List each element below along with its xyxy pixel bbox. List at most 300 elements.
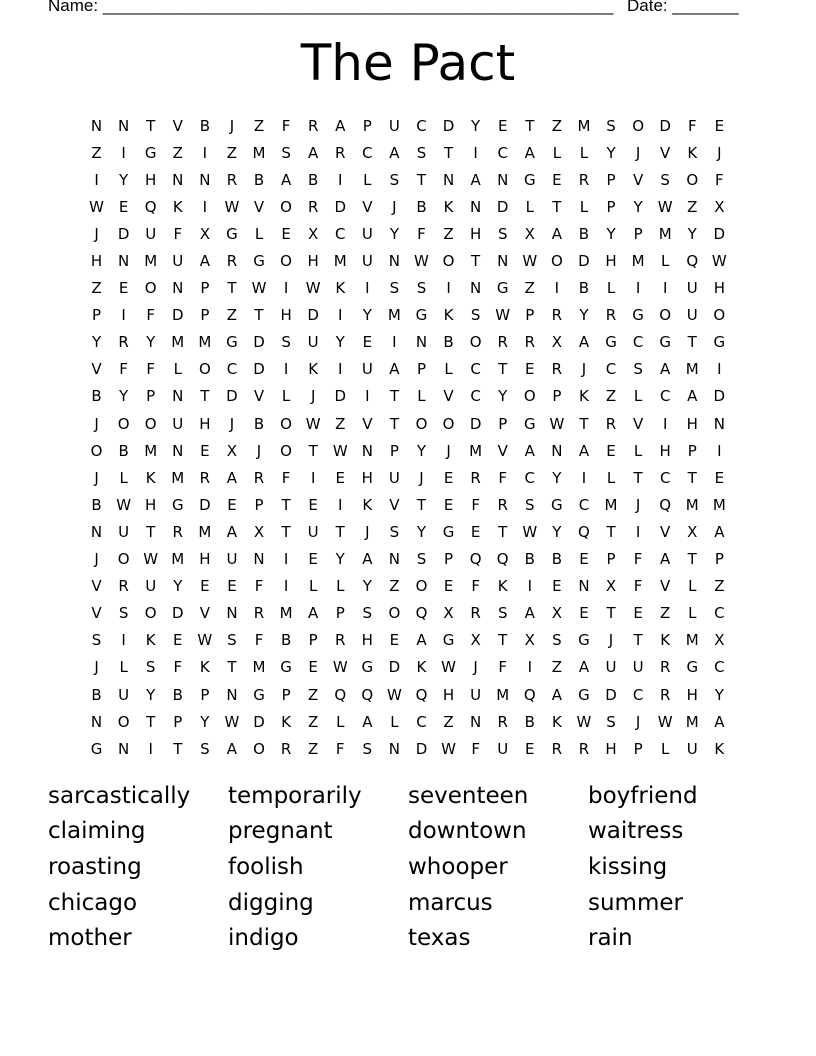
grid-letter: S	[660, 170, 670, 189]
grid-letter: T	[606, 604, 616, 623]
grid-letter: R	[578, 739, 590, 758]
search-word: temporarily	[228, 782, 362, 809]
grid-letter: W	[251, 279, 267, 298]
grid-letter: M	[658, 224, 672, 243]
grid-row	[83, 193, 733, 220]
grid-letter: I	[121, 631, 126, 650]
grid-letter: O	[523, 387, 536, 406]
grid-letter: D	[307, 306, 319, 325]
grid-letter: Z	[253, 116, 265, 135]
grid-letter: P	[552, 387, 562, 406]
grid-letter: R	[470, 468, 481, 487]
grid-letter: T	[146, 522, 156, 541]
grid-letter: O	[253, 739, 265, 758]
grid-letter: D	[578, 252, 590, 271]
grid-letter: U	[388, 468, 400, 487]
grid-letter: H	[280, 306, 292, 325]
grid-letter: O	[686, 170, 699, 189]
grid-letter: V	[91, 360, 102, 379]
search-word: texas	[408, 925, 471, 952]
grid-letter: G	[442, 631, 455, 650]
grid-letter: H	[199, 414, 211, 433]
grid-letter: W	[224, 197, 240, 216]
grid-letter: H	[713, 279, 725, 298]
grid-letter: V	[362, 197, 373, 216]
grid-letter: N	[90, 522, 103, 541]
grid-letter: I	[202, 197, 208, 216]
grid-letter: Y	[362, 306, 372, 325]
grid-letter: Y	[146, 685, 156, 704]
grid-letter: S	[470, 306, 481, 325]
grid-letter: V	[497, 441, 508, 460]
grid-letter: A	[389, 143, 400, 162]
grid-row	[83, 654, 733, 681]
grid-letter: B	[118, 441, 129, 460]
grid-letter: P	[200, 306, 210, 325]
grid-letter: J	[229, 414, 235, 433]
letter-grid	[83, 112, 733, 762]
grid-letter: R	[253, 468, 265, 487]
grid-letter: W	[386, 685, 402, 704]
grid-letter: A	[226, 522, 238, 541]
grid-letter: T	[389, 387, 399, 406]
grid-letter: N	[172, 170, 184, 189]
search-word: waitress	[588, 818, 684, 845]
grid-letter: D	[713, 387, 726, 406]
grid-letter: G	[253, 685, 265, 704]
grid-letter: R	[226, 252, 238, 271]
grid-letter: C	[416, 116, 427, 135]
grid-letter: I	[392, 333, 397, 352]
grid-letter: P	[254, 495, 264, 514]
grid-letter: B	[280, 631, 292, 650]
grid-letter: T	[687, 550, 697, 569]
grid-letter: S	[606, 712, 616, 731]
grid-letter: C	[497, 143, 508, 162]
grid-letter: E	[308, 495, 318, 514]
grid-letter: T	[227, 279, 237, 298]
grid-letter: O	[280, 197, 292, 216]
grid-letter: S	[633, 360, 643, 379]
grid-letter: K	[145, 631, 156, 650]
grid-letter: B	[308, 170, 319, 189]
grid-letter: S	[91, 631, 102, 650]
grid-letter: V	[172, 116, 183, 135]
grid-letter: I	[121, 143, 126, 162]
grid-letter: E	[281, 224, 291, 243]
grid-letter: R	[524, 333, 535, 352]
grid-letter: F	[633, 550, 643, 569]
grid-letter: Y	[416, 522, 427, 541]
grid-letter: D	[199, 495, 211, 514]
grid-letter: D	[442, 116, 455, 135]
grid-letter: L	[119, 658, 128, 677]
grid-letter: E	[389, 631, 400, 650]
grid-letter: T	[200, 387, 210, 406]
grid-letter: R	[605, 414, 617, 433]
grid-letter: V	[660, 143, 671, 162]
grid-letter: J	[635, 712, 641, 731]
grid-letter: O	[117, 414, 130, 433]
grid-letter: H	[145, 495, 157, 514]
grid-letter: L	[661, 739, 670, 758]
grid-letter: L	[254, 224, 264, 243]
grid-letter: I	[446, 279, 451, 298]
grid-letter: F	[119, 360, 128, 379]
grid-letter: O	[388, 604, 401, 623]
grid-letter: Y	[579, 306, 589, 325]
grid-letter: F	[498, 658, 508, 677]
grid-letter: X	[524, 631, 535, 650]
grid-letter: U	[226, 550, 238, 569]
grid-letter: N	[470, 712, 482, 731]
grid-letter: Z	[91, 279, 102, 298]
grid-letter: A	[199, 252, 210, 271]
grid-letter: P	[606, 170, 616, 189]
grid-letter: V	[443, 387, 454, 406]
grid-letter: E	[308, 658, 318, 677]
grid-letter: N	[226, 685, 238, 704]
grid-letter: F	[173, 224, 183, 243]
grid-letter: H	[145, 170, 157, 189]
grid-letter: H	[469, 224, 482, 243]
grid-letter: L	[308, 577, 318, 596]
grid-letter: G	[659, 333, 671, 352]
grid-letter: G	[686, 658, 699, 677]
grid-letter: D	[226, 387, 238, 406]
grid-letter: K	[443, 197, 454, 216]
grid-letter: D	[713, 224, 726, 243]
grid-letter: O	[632, 116, 644, 135]
grid-letter: P	[335, 604, 345, 623]
puzzle-title: The Pact	[300, 34, 516, 92]
grid-letter: J	[635, 495, 641, 514]
grid-letter: N	[415, 333, 428, 352]
grid-letter: D	[659, 116, 671, 135]
grid-letter: I	[581, 468, 587, 487]
grid-letter: I	[717, 441, 722, 460]
grid-letter: C	[605, 360, 617, 379]
grid-letter: I	[338, 360, 343, 379]
grid-letter: I	[283, 577, 289, 596]
grid-letter: M	[604, 495, 618, 514]
grid-letter: F	[335, 739, 345, 758]
grid-letter: J	[94, 550, 99, 569]
grid-letter: P	[362, 116, 372, 135]
grid-letter: I	[283, 550, 289, 569]
grid-letter: G	[144, 143, 157, 162]
grid-letter: C	[524, 468, 536, 487]
grid-letter: Y	[146, 333, 156, 352]
grid-letter: W	[657, 712, 673, 731]
search-word: roasting	[48, 853, 142, 880]
grid-letter: Y	[606, 224, 616, 243]
grid-letter: C	[470, 360, 481, 379]
grid-letter: A	[578, 333, 590, 352]
grid-letter: W	[576, 712, 592, 731]
grid-letter: U	[145, 224, 157, 243]
grid-letter: O	[659, 306, 672, 325]
grid-letter: T	[498, 522, 508, 541]
grid-letter: B	[416, 197, 427, 216]
grid-letter: O	[198, 360, 211, 379]
grid-letter: I	[365, 387, 370, 406]
grid-letter: I	[717, 360, 722, 379]
grid-letter: G	[415, 306, 428, 325]
grid-letter: M	[144, 441, 158, 460]
grid-letter: S	[281, 333, 291, 352]
grid-letter: W	[197, 631, 213, 650]
grid-letter: J	[310, 387, 316, 406]
grid-letter: E	[497, 116, 508, 135]
grid-letter: H	[361, 631, 373, 650]
grid-letter: O	[280, 252, 292, 271]
grid-letter: O	[90, 441, 103, 460]
grid-letter: T	[416, 170, 427, 189]
grid-letter: U	[388, 116, 400, 135]
grid-letter: L	[444, 360, 453, 379]
search-word: foolish	[228, 853, 304, 880]
grid-row	[83, 247, 733, 274]
grid-letter: I	[662, 414, 668, 433]
grid-letter: O	[442, 414, 455, 433]
grid-letter: L	[579, 197, 589, 216]
grid-letter: N	[226, 604, 238, 623]
grid-letter: G	[523, 414, 536, 433]
grid-letter: D	[253, 712, 265, 731]
grid-letter: Y	[200, 712, 210, 731]
grid-letter: E	[173, 631, 183, 650]
grid-letter: N	[551, 441, 563, 460]
grid-row	[83, 518, 733, 545]
grid-letter: Q	[361, 685, 374, 704]
grid-letter: N	[497, 252, 509, 271]
grid-letter: R	[307, 116, 319, 135]
grid-letter: U	[118, 522, 130, 541]
grid-letter: I	[338, 306, 343, 325]
grid-letter: F	[417, 224, 426, 243]
grid-letter: E	[227, 577, 237, 596]
grid-letter: T	[633, 468, 643, 487]
grid-letter: E	[118, 279, 129, 298]
grid-letter: G	[496, 279, 509, 298]
grid-letter: X	[714, 197, 725, 216]
grid-letter: D	[388, 658, 401, 677]
grid-letter: N	[388, 252, 401, 271]
grid-row	[83, 491, 733, 518]
grid-letter: V	[389, 495, 400, 514]
word-list-row	[48, 920, 768, 956]
grid-letter: U	[497, 739, 509, 758]
word-list-row	[48, 849, 768, 885]
grid-letter: W	[522, 522, 538, 541]
grid-letter: I	[635, 279, 641, 298]
grid-letter: E	[443, 495, 454, 514]
grid-letter: B	[253, 170, 265, 189]
grid-letter: Z	[714, 577, 725, 596]
grid-row	[83, 139, 733, 166]
grid-letter: R	[551, 360, 563, 379]
grid-letter: W	[441, 739, 456, 758]
grid-row	[83, 166, 733, 193]
grid-letter: U	[361, 252, 373, 271]
grid-row	[83, 112, 733, 139]
grid-letter: K	[714, 739, 725, 758]
grid-letter: H	[199, 550, 211, 569]
grid-letter: R	[470, 604, 481, 623]
grid-row	[83, 275, 733, 302]
grid-row	[83, 356, 733, 383]
grid-letter: P	[389, 441, 399, 460]
grid-letter: R	[307, 197, 319, 216]
grid-letter: L	[606, 279, 616, 298]
grid-letter: M	[631, 252, 645, 271]
grid-letter: U	[118, 685, 130, 704]
grid-letter: A	[362, 550, 373, 569]
grid-letter: K	[172, 197, 183, 216]
grid-letter: M	[171, 468, 185, 487]
grid-letter: K	[199, 658, 210, 677]
grid-letter: G	[226, 333, 238, 352]
grid-letter: J	[94, 414, 99, 433]
grid-letter: A	[416, 631, 427, 650]
search-word: indigo	[228, 925, 299, 952]
grid-letter: B	[199, 116, 210, 135]
search-word: claiming	[48, 818, 146, 845]
grid-row	[83, 464, 733, 491]
grid-letter: A	[524, 441, 535, 460]
grid-letter: W	[89, 197, 104, 216]
grid-letter: S	[389, 279, 400, 298]
grid-letter: Y	[552, 522, 562, 541]
grid-letter: E	[714, 468, 725, 487]
grid-letter: W	[441, 658, 456, 677]
grid-letter: L	[552, 143, 562, 162]
grid-letter: V	[632, 414, 644, 433]
grid-letter: F	[173, 658, 183, 677]
grid-letter: P	[173, 712, 183, 731]
grid-letter: C	[362, 143, 373, 162]
grid-letter: N	[199, 170, 211, 189]
grid-letter: R	[118, 577, 129, 596]
grid-letter: L	[336, 712, 345, 731]
grid-letter: R	[578, 170, 590, 189]
grid-letter: M	[252, 143, 266, 162]
grid-letter: W	[332, 441, 348, 460]
grid-letter: M	[144, 252, 158, 271]
grid-letter: C	[714, 604, 725, 623]
grid-letter: D	[117, 224, 130, 243]
grid-letter: Z	[551, 116, 562, 135]
grid-letter: E	[633, 604, 643, 623]
grid-letter: T	[146, 712, 156, 731]
grid-letter: B	[91, 495, 102, 514]
grid-letter: E	[552, 170, 562, 189]
grid-letter: G	[523, 170, 536, 189]
grid-letter: I	[310, 468, 316, 487]
grid-letter: Z	[443, 224, 454, 243]
grid-letter: A	[660, 360, 671, 379]
grid-letter: E	[714, 116, 725, 135]
grid-letter: H	[659, 441, 671, 460]
grid-letter: U	[172, 252, 184, 271]
grid-row	[83, 546, 733, 573]
grid-letter: S	[416, 550, 427, 569]
grid-letter: P	[200, 279, 210, 298]
grid-letter: C	[470, 387, 481, 406]
search-word: rain	[588, 925, 633, 952]
grid-letter: M	[496, 685, 510, 704]
grid-letter: X	[470, 631, 481, 650]
grid-letter: R	[335, 143, 346, 162]
grid-letter: S	[389, 522, 400, 541]
grid-letter: S	[606, 116, 616, 135]
grid-letter: W	[414, 252, 429, 271]
grid-letter: P	[92, 306, 102, 325]
grid-letter: I	[283, 360, 289, 379]
grid-letter: L	[633, 387, 643, 406]
grid-letter: E	[227, 495, 237, 514]
grid-letter: L	[606, 468, 616, 487]
grid-letter: K	[687, 143, 698, 162]
grid-letter: C	[632, 333, 644, 352]
grid-letter: P	[498, 414, 508, 433]
grid-letter: Q	[578, 522, 590, 541]
grid-letter: M	[171, 333, 185, 352]
grid-letter: Z	[524, 279, 535, 298]
grid-letter: M	[685, 495, 699, 514]
grid-letter: T	[606, 522, 616, 541]
grid-letter: Z	[605, 387, 617, 406]
grid-letter: S	[525, 495, 535, 514]
grid-letter: E	[579, 604, 589, 623]
grid-letter: U	[632, 658, 644, 677]
grid-letter: M	[685, 360, 699, 379]
grid-letter: J	[635, 143, 641, 162]
grid-letter: O	[144, 604, 157, 623]
grid-letter: W	[224, 712, 240, 731]
grid-letter: S	[362, 604, 373, 623]
grid-letter: V	[91, 604, 102, 623]
grid-letter: C	[578, 495, 590, 514]
grid-letter: U	[605, 658, 617, 677]
grid-letter: G	[280, 658, 292, 677]
grid-letter: Y	[552, 468, 562, 487]
grid-letter: Q	[659, 495, 672, 514]
grid-letter: K	[551, 712, 562, 731]
grid-letter: R	[280, 739, 292, 758]
grid-letter: Y	[335, 550, 345, 569]
grid-letter: O	[713, 306, 726, 325]
grid-letter: E	[552, 577, 562, 596]
grid-letter: L	[633, 441, 643, 460]
grid-letter: S	[497, 224, 508, 243]
grid-letter: X	[714, 631, 725, 650]
grid-letter: P	[146, 387, 156, 406]
grid-letter: A	[714, 522, 725, 541]
grid-letter: E	[525, 739, 535, 758]
grid-letter: H	[605, 252, 617, 271]
grid-letter: U	[145, 577, 157, 596]
grid-letter: U	[307, 522, 319, 541]
grid-letter: N	[90, 712, 103, 731]
grid-letter: W	[549, 414, 565, 433]
grid-letter: A	[524, 143, 535, 162]
grid-letter: O	[469, 333, 482, 352]
grid-letter: Q	[415, 685, 428, 704]
grid-letter: B	[578, 224, 590, 243]
grid-letter: M	[469, 441, 483, 460]
